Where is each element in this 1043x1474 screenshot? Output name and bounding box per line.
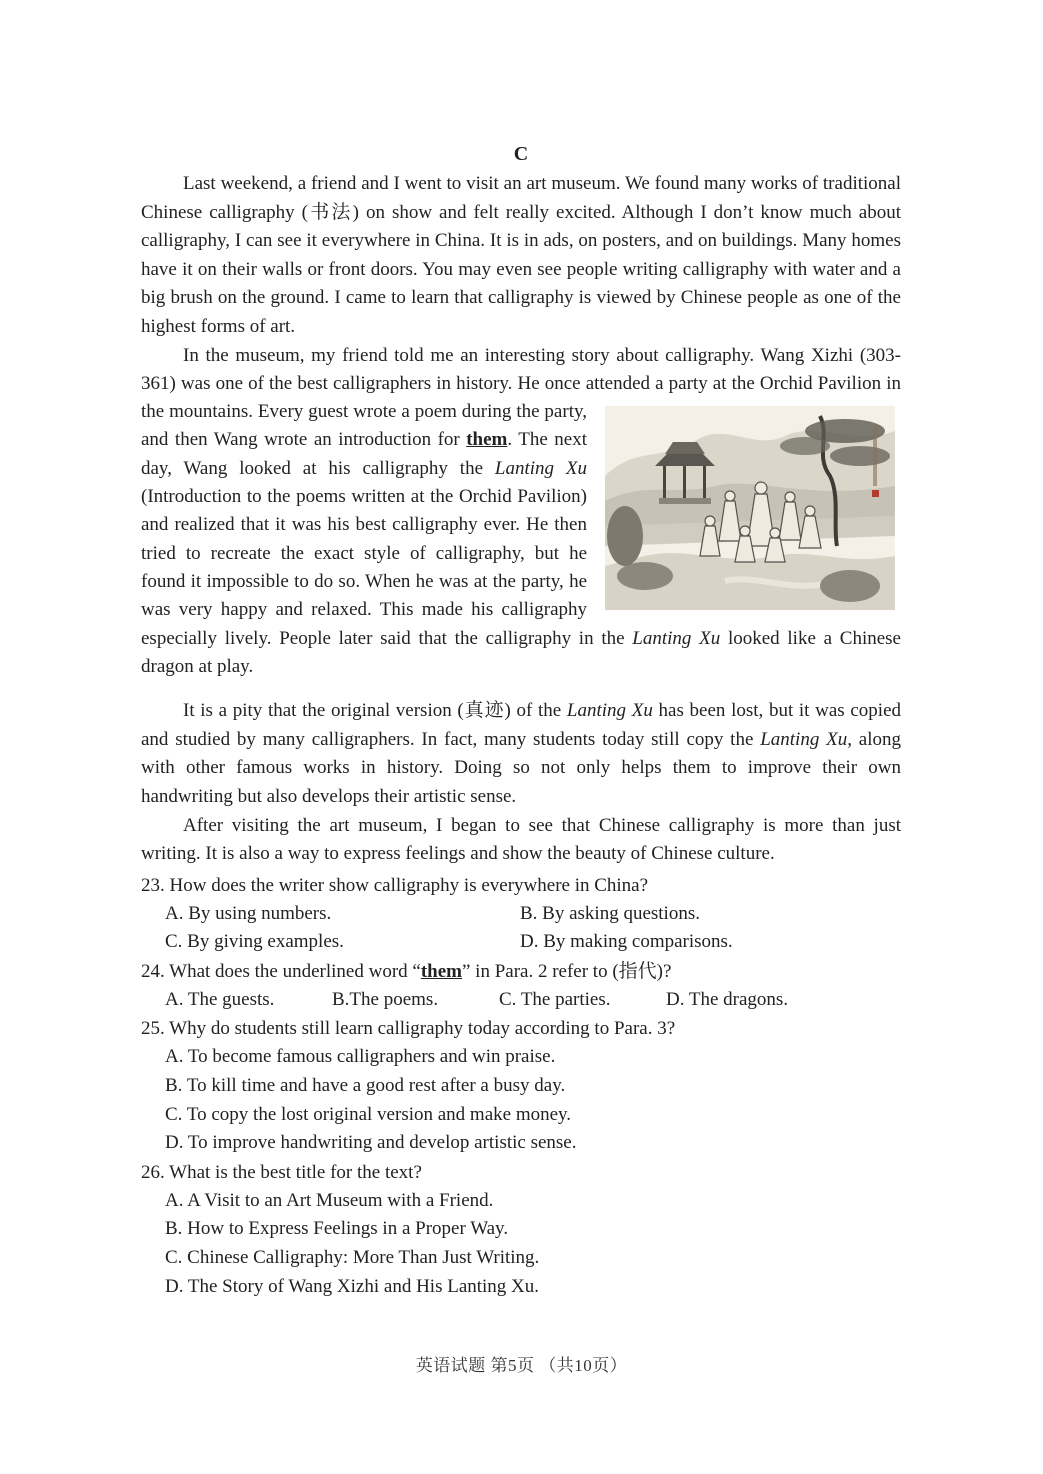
option-b[interactable]: B. By asking questions. (520, 902, 700, 924)
options (141, 1043, 901, 1157)
option-c[interactable]: C. Chinese Calligraphy: More Than Just Writing. (165, 1247, 540, 1269)
paragraph-2-text: Orchid Pavilion in the mountains. Every guest wrote a poem during the party, and then Wang wrote an introduction for (141, 372, 901, 451)
paragraph-1: Last weekend, a friend and I went to visit an art museum. We found many works of traditional Chinese calligraphy (书法) on show and felt really excited. Although I don’t know much about calligraphy, I can see it everywhere in China. It is in ads, on posters, and on buildings. Many homes have it on their walls or front doors. You may even see people writing calligraphy with water and a big brush on the ground. I came to learn that calligraphy is viewed by Chinese people as one of the highest forms of art. (141, 173, 901, 337)
option-a[interactable]: A. By using numbers. (165, 902, 332, 924)
underlined-word: them (466, 429, 508, 451)
options (141, 900, 901, 957)
option-d[interactable]: D. By making comparisons. (520, 931, 733, 953)
option-b[interactable]: B.The poems. (332, 988, 439, 1010)
question-stem: 26. What is the best title for the text? (141, 1161, 422, 1183)
paragraph-2-text: . The next day, Wang looked at his calligraphy the (141, 429, 587, 479)
section-title: C (513, 143, 529, 165)
paragraph-2-text: (Introduction to the poems written at the Orchid Pavilion) and realized that it was his best calligraphy ever. He then tried to recreate the exact style of calligraphy, but he found it impossible to do so. When he was at the party, he was very happy and relaxed. This made his calligraphy especially lively. People later said that the calligraphy in the (141, 486, 633, 649)
question-26 (141, 1158, 901, 1301)
underlined-word: them (420, 960, 462, 982)
question-24 (141, 957, 901, 1015)
option-b[interactable]: B. How to Express Feelings in a Proper Way. (165, 1218, 509, 1240)
question-23 (141, 871, 901, 957)
paragraph-3: It is a pity that the original version (真迹) of the Lanting Xu has been lost, but it was copied and studied by many calligraphers. In fact, many students today still copy the Lanting Xu, along with other famous works in history. Doing so not only helps them to improve their own handwriting but also develops their artistic sense. (141, 700, 902, 807)
option-a[interactable]: A. A Visit to an Art Museum with a Friend. (165, 1189, 494, 1211)
option-c[interactable]: C. By giving examples. (165, 931, 344, 953)
book-title: Lanting Xu (494, 457, 587, 479)
paragraph-2-text: In the museum, my friend told me an interesting story about calligraphy. Wang Xizhi (303-361) was one of the best calligraphers in history. He once attended a party at the (141, 344, 901, 394)
question-list (141, 871, 901, 1302)
question-stem: 25. Why do students still learn calligraphy today according to Para. 3? (141, 1018, 676, 1040)
option-a[interactable]: A. To become famous calligraphers and win praise. (165, 1046, 556, 1068)
option-d[interactable]: D. To improve handwriting and develop artistic sense. (165, 1132, 577, 1154)
paragraph-2-text: looked like a Chinese dragon at play. (141, 627, 901, 677)
question-stem: 23. How does the writer show calligraphy is everywhere in China? (141, 874, 649, 896)
options (141, 986, 901, 1015)
painting-svg (605, 406, 895, 610)
option-c[interactable]: C. To copy the lost original version and make money. (165, 1103, 572, 1125)
option-a[interactable]: A. The guests. (165, 988, 275, 1010)
ink-painting-illustration (605, 406, 895, 610)
paragraph-4: After visiting the art museum, I began to see that Chinese calligraphy is more than just writing. It is also a way to express feelings and show the beauty of Chinese culture. (141, 814, 901, 865)
options (141, 1187, 901, 1301)
book-title: Lanting Xu (632, 627, 721, 649)
option-c[interactable]: C. The parties. (499, 988, 611, 1010)
paragraph-2 (141, 342, 901, 682)
question-25 (141, 1014, 901, 1157)
option-d[interactable]: D. The dragons. (666, 988, 789, 1010)
option-b[interactable]: B. To kill time and have a good rest after a busy day. (165, 1075, 566, 1097)
question-stem: 24. What does the underlined word “them” in Para. 2 refer to (指代)? (141, 960, 672, 982)
page-footer: 英语试题 第5页 （共10页） (415, 1356, 628, 1375)
option-d[interactable]: D. The Story of Wang Xizhi and His Lanting Xu. (165, 1275, 540, 1297)
exam-page (141, 140, 901, 1301)
